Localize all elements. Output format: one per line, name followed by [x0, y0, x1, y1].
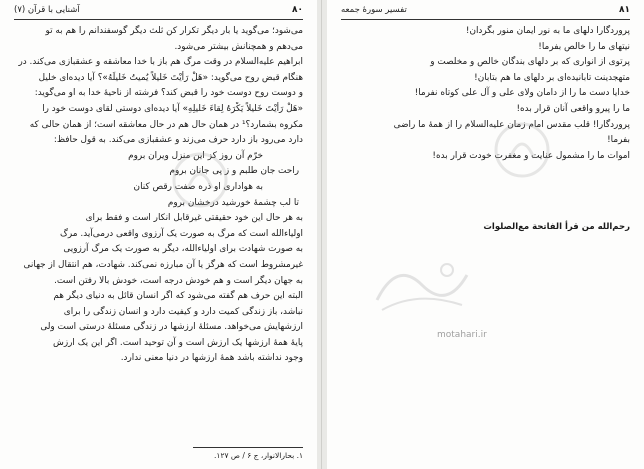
- right-page-header: [341, 4, 630, 19]
- text-line: اولیاءالله است که مرگ به صورت یک آرزوی واقعی درمی‌آید. مرگ: [59, 228, 303, 239]
- text-line: ابراهیم علیه‌السلام در وقت مرگ هم باز با خدا معاشقه و عشقبازی می‌کند. در: [18, 57, 303, 68]
- text-line: ما را پیرو واقعی آنان قرار بده!: [516, 103, 630, 114]
- text-line: تا لب چشمهٔ خورشید درخشان بروم: [167, 197, 299, 208]
- text-line: به هر حال این خود حقیقتی غیرقابل انکار است و فقط برای: [85, 213, 303, 224]
- right-page-body: [341, 24, 630, 164]
- header-rule: [341, 19, 630, 20]
- text-line: غیرمشروط است که هرگز یا آن مبارزه نمی‌کند. شهادت، هم انتقال از جهانی: [23, 259, 303, 270]
- text-line: خدایا دست ما را از دامان ولای علی و آل علی کوتاه نفرما!: [414, 88, 630, 99]
- header-rule: [14, 19, 303, 20]
- text-line: نیتهای ما را خالص بفرما!: [538, 41, 630, 52]
- text-line: دارد می‌رود باز دارد حرف می‌زند و عشقبازی می‌کند. به قول حافظ:: [53, 135, 303, 146]
- text-line: به هواداری او ذره صفت رقص کنان: [133, 181, 263, 192]
- text-line: بفرما!: [607, 135, 630, 146]
- book-gutter: [317, 0, 327, 469]
- watermark-logo-icon: [492, 120, 552, 180]
- footnote: ۱. بحارالانوار، ج ۶ / ص ۱۲۷.: [214, 451, 303, 460]
- text-line: می‌شود؛ می‌گوید یا بار دیگر تکرار کن ثلث دیگر گوسفندانم را هم به تو: [45, 26, 303, 36]
- foundation-logo-icon: [367, 250, 477, 320]
- text-line: می‌دهم و همچنانش بیشتر می‌شود.: [174, 41, 303, 52]
- text-line: خرّم آن روز کز این منزل ویران بروم: [128, 150, 263, 161]
- text-line: ارزشهایش می‌خواهد. مسئلهٔ ارزشها در زندگی مسئلهٔ درستی است ولی: [40, 322, 303, 333]
- text-line: به جهان دیگر است و هم خودش درجه است، خودش بالا رفتن است.: [54, 275, 303, 286]
- text-line: راحت جان طلبم و ز پی جانان بروم: [169, 166, 299, 177]
- left-page-header: [14, 4, 303, 19]
- left-page: [0, 0, 317, 469]
- text-line: پروردگارا دلهای ما به نور ایمان منور بگردان!: [465, 26, 630, 36]
- text-line: به صورت شهادت برای اولیاءالله، دیگر به صورت یک مرگ آرزویی: [63, 244, 303, 255]
- text-line: پروردگارا! قلب مقدس امام زمان علیه‌السلام را از همهٔ ما راضی: [393, 119, 630, 130]
- text-line: «هَلْ رَأَیْتَ خَلیلاً یَکْرَهُ لِقاءَ خَلیلِهِ» آیا دیده‌ای دوستی لقای دوست خود را: [42, 103, 303, 114]
- text-line: مکروه بشمارد؟¹ در همان حال هم در حال معاشقه است؛ از همان حالی که: [29, 119, 303, 130]
- text-line: نباشد، باز زندگی کمیت دارد و کیفیت دارد و انسان زندگی را برای: [63, 306, 303, 317]
- text-line: پایهٔ همهٔ ارزشها یک ارزش است و آن توحید است. اگر این یک ارزش: [53, 337, 303, 348]
- text-line: و دوست روح دوست خود را قبض کند؟ فرشته از ناحیهٔ خدا به او می‌گوید:: [34, 88, 303, 99]
- closing-prayer: رحم‌الله من قرأ الفاتحة مع‌الصلوات: [483, 222, 630, 232]
- watermark-logo-icon: [170, 150, 230, 210]
- text-line: البته این حرف هم گفته می‌شود که اگر انسان قائل به دنیای دیگر هم: [53, 291, 303, 302]
- right-page-number: ۸۱: [619, 5, 630, 15]
- text-line: متهجدینت تابانیده‌ای بر دلهای ما هم بتابان!: [474, 72, 630, 83]
- left-page-number: ۸۰: [292, 5, 303, 15]
- left-page-body: [14, 24, 303, 367]
- footnote-rule: [193, 447, 303, 448]
- watermark-url: motahari.ir: [437, 330, 487, 340]
- right-page-header-title: تفسیر سورهٔ جمعه: [341, 5, 407, 15]
- left-page-header-title: آشنایی با قرآن (۷): [14, 5, 80, 15]
- text-line: اموات ما را مشمول عنایت و مغفرت خودت قرار بده!: [432, 150, 630, 161]
- text-line: پرتوی از انواری که بر دلهای بندگان خالص و مخلصت و: [430, 57, 630, 68]
- text-line: هنگام قبض روح می‌گوید: «هَلْ رَأَیْتَ خَلیلاً یُمیتُ خَلیلَهُ»؟ آیا دیده‌ای خلیل: [38, 72, 303, 83]
- text-line: وجود نداشته باشد همهٔ ارزشها در دنیا معنی ندارد.: [120, 353, 303, 364]
- right-page: [327, 0, 644, 469]
